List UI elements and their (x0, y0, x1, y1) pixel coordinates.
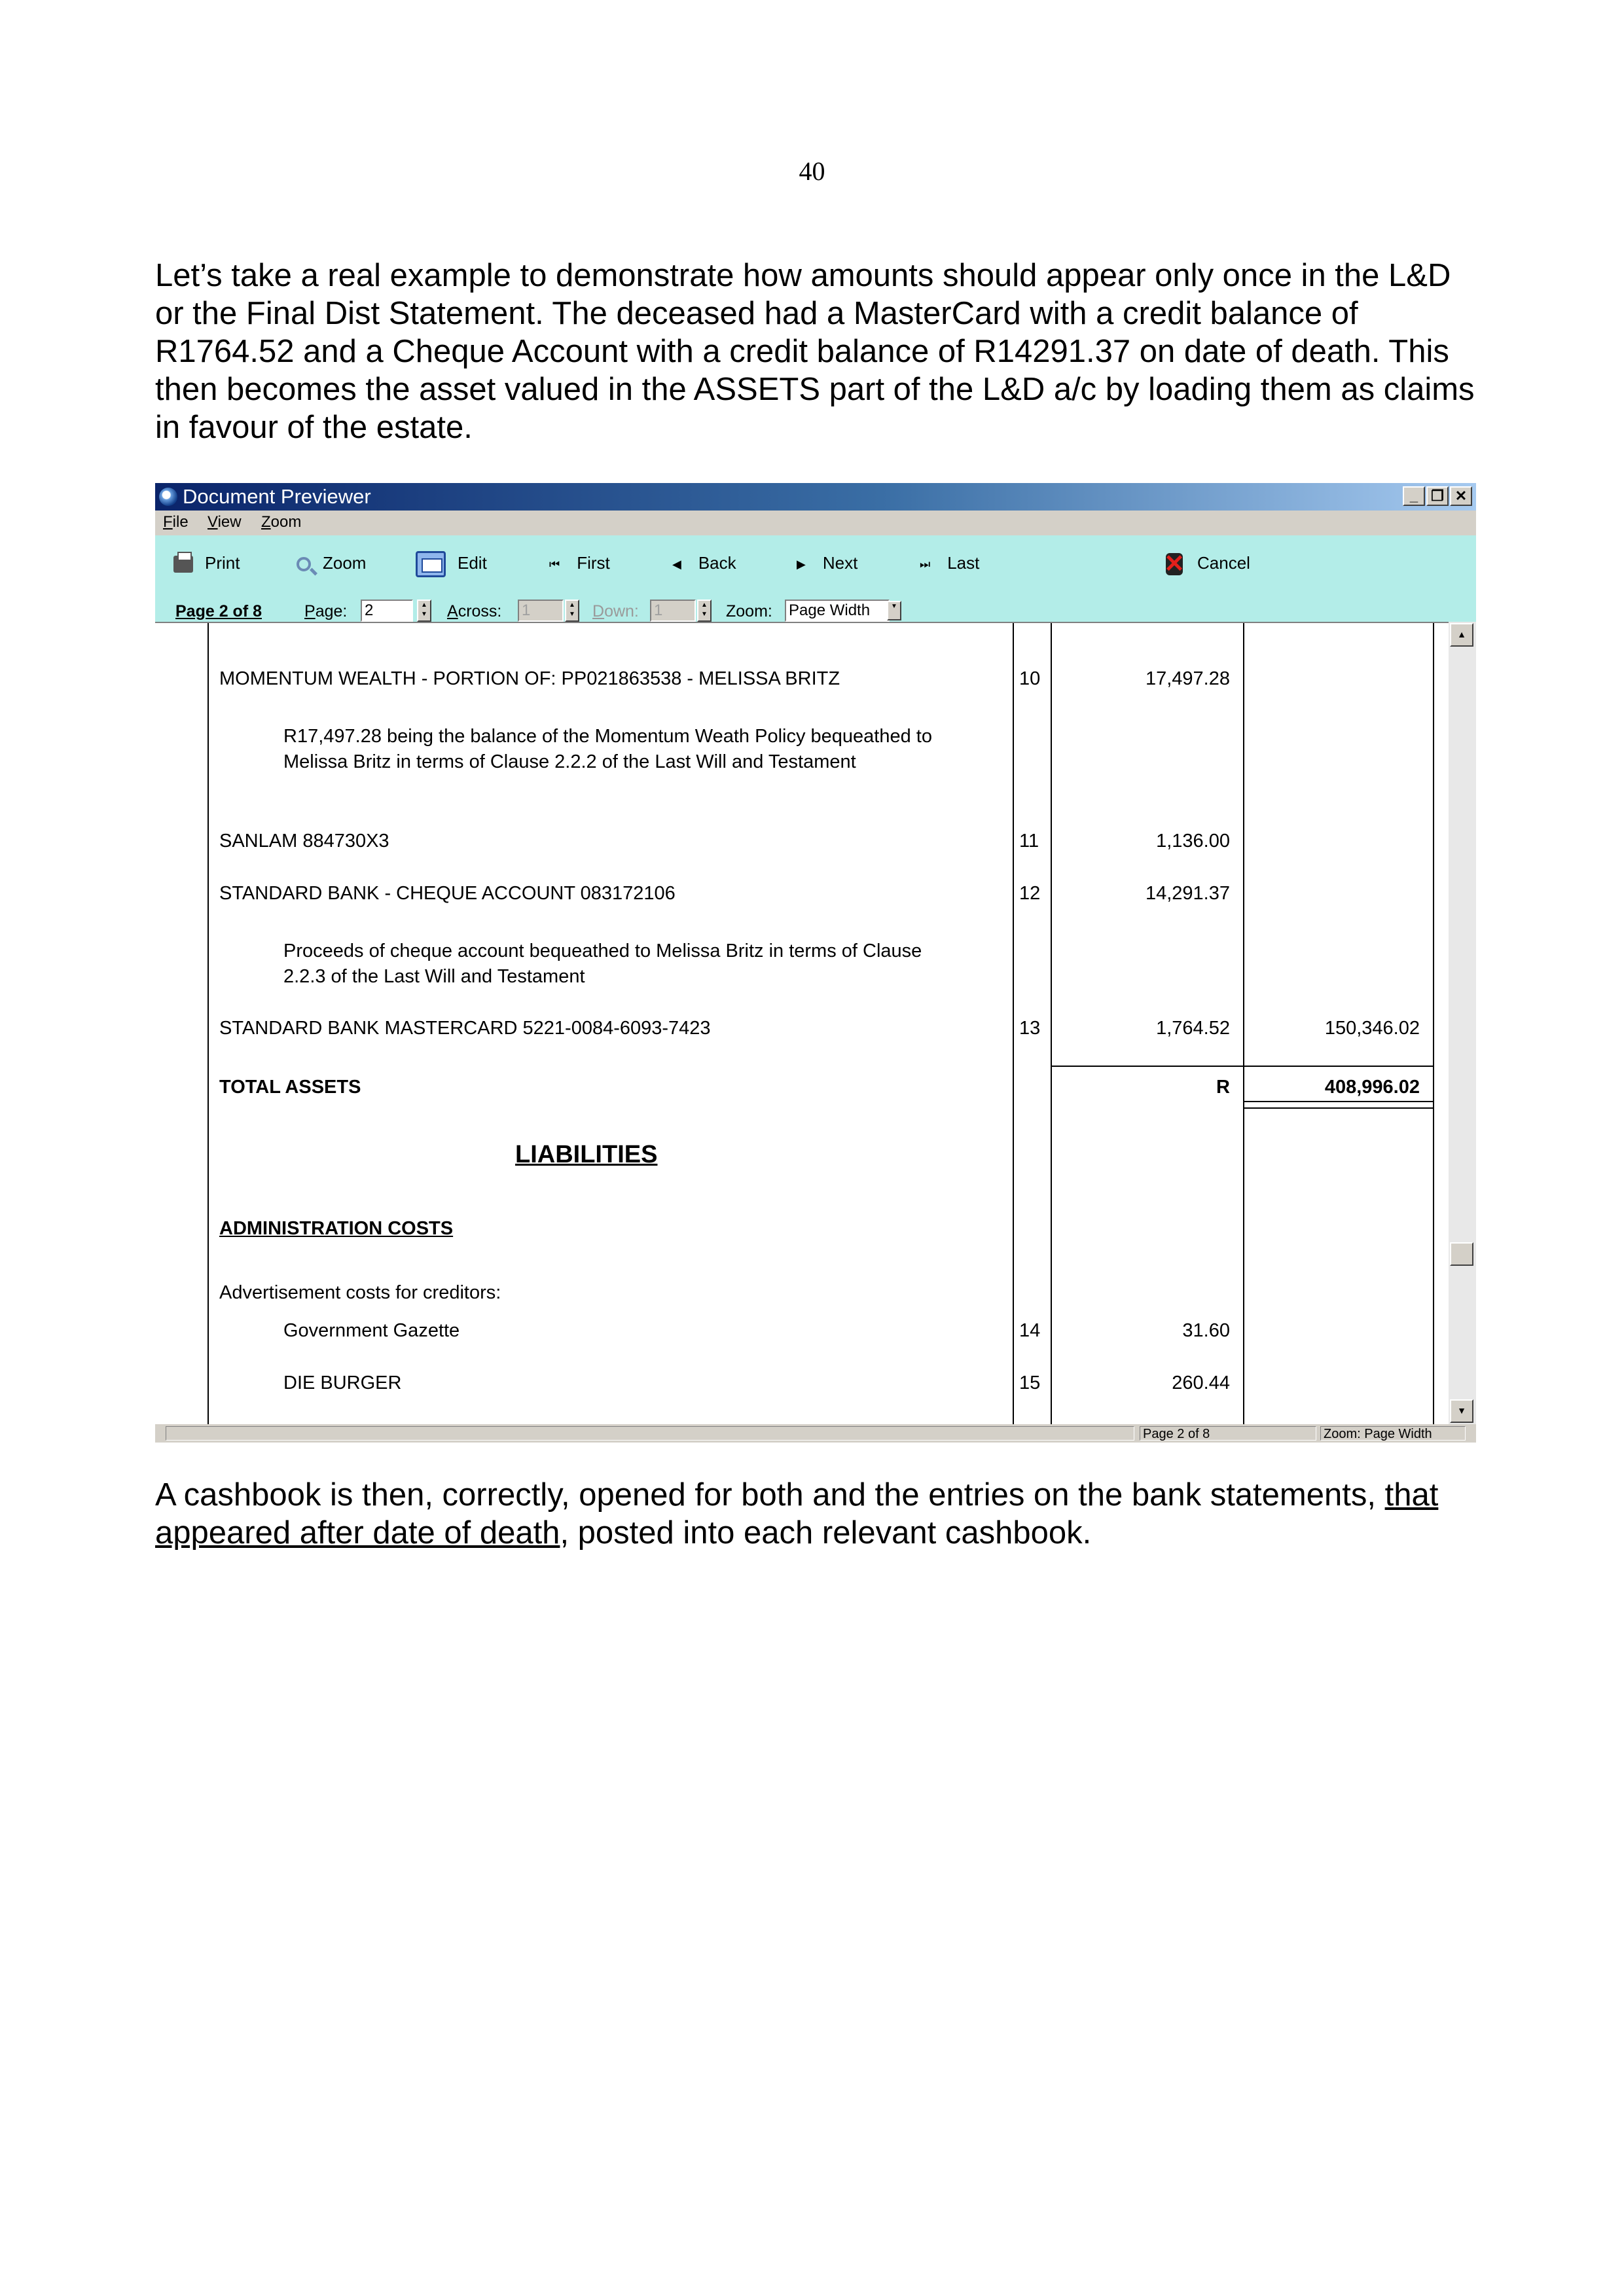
edit-label: Edit (458, 553, 487, 573)
back-button[interactable] (672, 550, 736, 576)
liability-ref: 14 (1019, 1320, 1041, 1341)
total-rule-top (1051, 1066, 1434, 1067)
liabilities-heading: LIABILITIES (515, 1141, 658, 1168)
asset-amount: 1,764.52 (1156, 1018, 1230, 1039)
edit-button[interactable] (416, 550, 487, 576)
status-page: Page 2 of 8 (1140, 1426, 1316, 1441)
left-border-line (208, 623, 209, 1426)
scroll-down-arrow-icon[interactable]: ▼ (1450, 1399, 1473, 1423)
ref-column-line (1013, 623, 1014, 1426)
last-label: Last (947, 553, 980, 573)
asset-note: R17,497.28 being the balance of the Momentum Weath Policy bequeathed to Melissa Britz in terms of Clause 2.2.2 of the Last Will and Testament (283, 726, 932, 772)
total-column-line (1243, 623, 1244, 1426)
first-page-icon: ⏮ (549, 558, 560, 571)
last-page-icon: ⏭ (920, 558, 931, 571)
asset-description: MOMENTUM WEALTH - PORTION OF: PP021863538 - MELISSA BRITZ (219, 668, 840, 689)
first-button[interactable] (549, 550, 610, 576)
intro-paragraph: Let’s take a real example to demonstrate how amounts should appear only once in the L&D or the Final Dist Statement. The deceased had a MasterCard with a credit balance of R1764.52 and a Cheque Account with a credit balance of R14291.37 on date of death. This then becomes the asset valued in the ASSETS part of the L&D a/c by loading them as claims in favour of the estate. (155, 258, 1475, 445)
scroll-thumb[interactable] (1450, 1242, 1473, 1266)
closing-text-start: A cashbook is then, correctly, opened for both and the entries on the bank statements, (155, 1477, 1385, 1513)
zoom-select[interactable]: Page Width (785, 600, 890, 622)
app-icon (159, 488, 177, 506)
edit-window-icon (416, 551, 446, 577)
back-label: Back (698, 553, 736, 573)
liability-amount: 31.60 (1182, 1320, 1230, 1341)
page-label: Page: (304, 602, 348, 620)
administration-costs-heading: ADMINISTRATION COSTS (219, 1218, 454, 1239)
asset-amount: 14,291.37 (1145, 883, 1230, 904)
next-button[interactable] (797, 550, 857, 576)
down-spinner[interactable]: ▲ ▼ (697, 600, 712, 622)
zoom-dropdown-arrow-icon[interactable]: ▼ (887, 601, 901, 620)
next-label: Next (822, 553, 858, 573)
down-input[interactable]: 1 (650, 600, 696, 622)
across-label: Across: (447, 602, 502, 620)
magnifier-icon (297, 557, 311, 571)
page-spinner[interactable]: ▲ ▼ (417, 600, 431, 622)
print-button[interactable] (173, 550, 240, 576)
advertisement-costs-label: Advertisement costs for creditors: (219, 1282, 501, 1303)
right-border-line (1433, 623, 1434, 1426)
document-page (155, 622, 1449, 1424)
asset-ref: 11 (1019, 831, 1039, 852)
next-icon: ▶ (797, 558, 806, 571)
page-input[interactable]: 2 (361, 600, 413, 622)
back-icon: ◀ (672, 558, 681, 571)
liability-ref: 15 (1019, 1372, 1041, 1393)
asset-amount: 17,497.28 (1145, 668, 1230, 689)
asset-description: STANDARD BANK - CHEQUE ACCOUNT 083172106 (219, 883, 676, 904)
status-panel-main (166, 1426, 1134, 1441)
liability-amount: 260.44 (1172, 1372, 1230, 1393)
menu-view[interactable]: View (208, 513, 242, 531)
zoom-button[interactable] (297, 550, 366, 576)
menu-zoom[interactable]: Zoom (261, 513, 302, 531)
closing-paragraph (155, 1476, 1484, 1552)
status-bar (155, 1424, 1476, 1443)
total-assets-currency: R (1216, 1077, 1230, 1098)
scroll-up-arrow-icon[interactable]: ▲ (1450, 623, 1473, 647)
down-label: Down: (592, 602, 639, 620)
close-button[interactable]: ✕ (1450, 486, 1472, 506)
total-assets-value: 408,996.02 (1324, 1077, 1420, 1098)
first-label: First (577, 553, 610, 573)
cancel-button[interactable] (1163, 550, 1250, 576)
print-label: Print (205, 553, 240, 573)
across-input[interactable]: 1 (518, 600, 564, 622)
menu-bar (155, 511, 1476, 535)
printer-icon (173, 556, 193, 573)
asset-ref: 13 (1019, 1018, 1041, 1039)
closing-text-underlined: that appeared after date of death (155, 1477, 1439, 1551)
asset-description: SANLAM 884730X3 (219, 831, 389, 852)
liability-description: Government Gazette (283, 1320, 460, 1341)
total-assets-label: TOTAL ASSETS (219, 1077, 361, 1098)
asset-description: STANDARD BANK MASTERCARD 5221-0084-6093-7423 (219, 1018, 711, 1039)
minimize-button[interactable]: _ (1403, 486, 1425, 506)
asset-amount: 1,136.00 (1156, 831, 1230, 852)
page-indicator-link[interactable]: Page 2 of 8 (175, 602, 262, 620)
total-rule-double-1 (1243, 1101, 1434, 1102)
vertical-scrollbar[interactable] (1449, 622, 1476, 1424)
closing-text-end: , posted into each relevant cashbook. (560, 1515, 1092, 1551)
document-previewer-window (155, 483, 1476, 1443)
asset-note: Proceeds of cheque account bequeathed to Melissa Britz in terms of Clause 2.2.3 of the Last Will and Testament (283, 941, 922, 987)
window-title: Document Previewer (183, 485, 371, 508)
total-rule-double-2 (1243, 1107, 1434, 1109)
status-zoom: Zoom: Page Width (1320, 1426, 1466, 1441)
across-spinner[interactable]: ▲ ▼ (565, 600, 579, 622)
asset-ref: 10 (1019, 668, 1041, 689)
last-button[interactable] (920, 550, 979, 576)
cancel-icon (1163, 552, 1185, 577)
zoom-field-label: Zoom: (726, 602, 772, 620)
asset-ref: 12 (1019, 883, 1041, 904)
asset-subtotal: 150,346.02 (1324, 1018, 1420, 1039)
page-number: 40 (799, 156, 825, 186)
liability-description: DIE BURGER (283, 1372, 402, 1393)
title-bar[interactable] (155, 483, 1476, 511)
cancel-label: Cancel (1197, 553, 1250, 573)
restore-button[interactable]: ❐ (1426, 486, 1449, 506)
amount-column-line (1051, 623, 1052, 1426)
zoom-label: Zoom (323, 553, 367, 573)
menu-file[interactable]: File (163, 513, 189, 531)
toolbar (155, 535, 1476, 622)
